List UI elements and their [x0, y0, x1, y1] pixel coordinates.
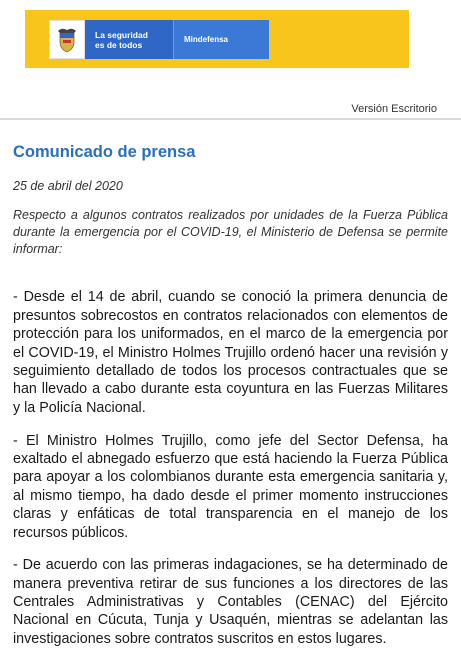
desktop-version-link[interactable]: Versión Escritorio [351, 103, 437, 115]
page-title: Comunicado de prensa [13, 143, 196, 161]
article-paragraph: - Desde el 14 de abril, cuando se conoció la primera denuncia de presuntos sobrecostos en contratos relacionados con elementos de protección para los uniformados, en el marco de la emergencia por el COVID-19, el Ministro Holmes Trujillo ordenó hacer una revisión y seguimiento detallado de todos los procesos contractuales que se han llevado a cabo durante esta coyuntura en las Fuerzas Militares y la Policía Nacional. [13, 289, 448, 416]
divider [0, 118, 461, 120]
article [13, 140, 448, 663]
brand-slogan [85, 20, 173, 59]
article-paragraph: - El Ministro Holmes Trujillo, como jefe del Sector Defensa, ha exaltado el abnegado esfuerzo que está haciendo la Fuerza Pública para apoyar a los colombianos durante esta emergencia sanitaria y, al mismo tiempo, ha dado desde el primer momento instrucciones claras y enfáticas de total transparencia en el manejo de los recursos públicos. [13, 432, 448, 541]
article-intro: Respecto a algunos contratos realizados por unidades de la Fuerza Pública durante la emergencia por el COVID-19, el Ministerio de Defensa se permite informar: [13, 208, 448, 256]
coat-of-arms-icon [49, 20, 85, 59]
brand-line-2: es de todos [95, 39, 143, 50]
ministry-name: Mindefensa [173, 20, 269, 59]
header-banner [25, 10, 409, 68]
article-date: 25 de abril del 2020 [13, 179, 123, 193]
brand-line-1: La seguridad [95, 29, 148, 40]
government-logo[interactable] [49, 20, 269, 59]
article-paragraph: - De acuerdo con las primeras indagaciones, se ha determinado de manera preventiva retirar de sus funciones a los directores de las Centrales Administrativas y Contables (CENAC) del Ejército Nacional en Cúcuta, Tunja y Usaquén, mientras se adelantan las investigaciones sobre contratos suscritos en estos lugares. [13, 557, 448, 647]
